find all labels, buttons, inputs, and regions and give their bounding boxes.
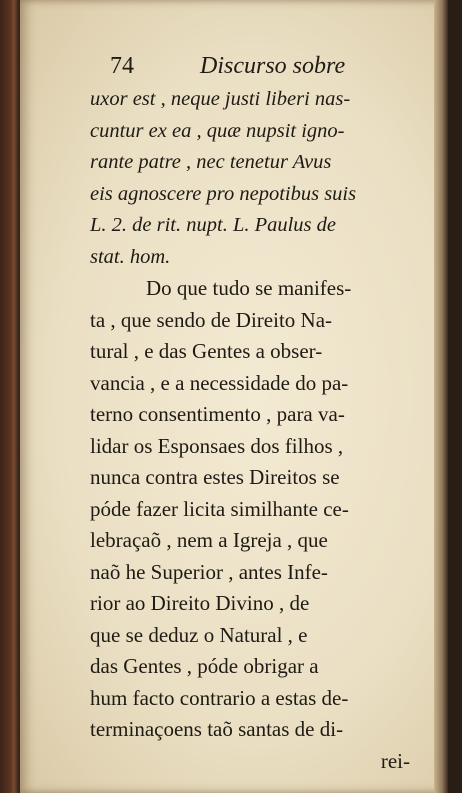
paragraph-line: terminaçoens taõ santas de di-: [90, 717, 344, 741]
paragraph-line: hum facto contrario a estas de-: [90, 685, 349, 710]
paragraph-line: lidar os Esponsaes dos filhos ,: [90, 433, 344, 458]
latin-line: rante patre , nec tenetur Avus: [90, 151, 332, 173]
paragraph-line: das Gentes , póde obrigar a: [90, 654, 319, 678]
paragraph-line: vancia , e a necessidade do pa-: [90, 370, 349, 395]
page-number: 74: [110, 53, 134, 79]
paragraph-line: póde fazer licita similhante ce-: [90, 496, 349, 521]
paragraph-line: que se deduz o Natural , e: [90, 622, 308, 647]
page-header: [90, 50, 420, 84]
latin-quotation: [90, 84, 420, 273]
paragraph-line: rior ao Direito Divino , de: [90, 591, 310, 615]
running-head: Discurso sobre: [200, 53, 346, 79]
paragraph-line: ta , que sendo de Direito Na-: [90, 307, 333, 332]
body-paragraph: [90, 273, 420, 777]
paragraph-line: terno consentimento , para va-: [90, 402, 345, 426]
latin-line: cuntur ex ea , quæ nupsit igno-: [90, 119, 345, 142]
catchword: rei-: [380, 748, 410, 773]
paragraph-line: nunca contra estes Direitos se: [90, 465, 340, 489]
paragraph-line: lebraçaõ , nem a Igreja , que: [90, 528, 328, 552]
latin-line: stat. hom.: [90, 245, 171, 268]
paragraph-line: Do que tudo se manifes-: [146, 276, 352, 300]
latin-line: eis agnoscere pro nepotibus suis: [90, 182, 357, 205]
text-block: [90, 50, 420, 777]
latin-line: uxor est , neque justi liberi nas-: [90, 88, 351, 110]
latin-line: L. 2. de rit. nupt. L. Paulus de: [90, 214, 337, 236]
page-edge: [434, 0, 448, 793]
paragraph-line: tural , e das Gentes a obser-: [90, 339, 323, 363]
paragraph-line: naõ he Superior , antes Infe-: [90, 559, 328, 584]
